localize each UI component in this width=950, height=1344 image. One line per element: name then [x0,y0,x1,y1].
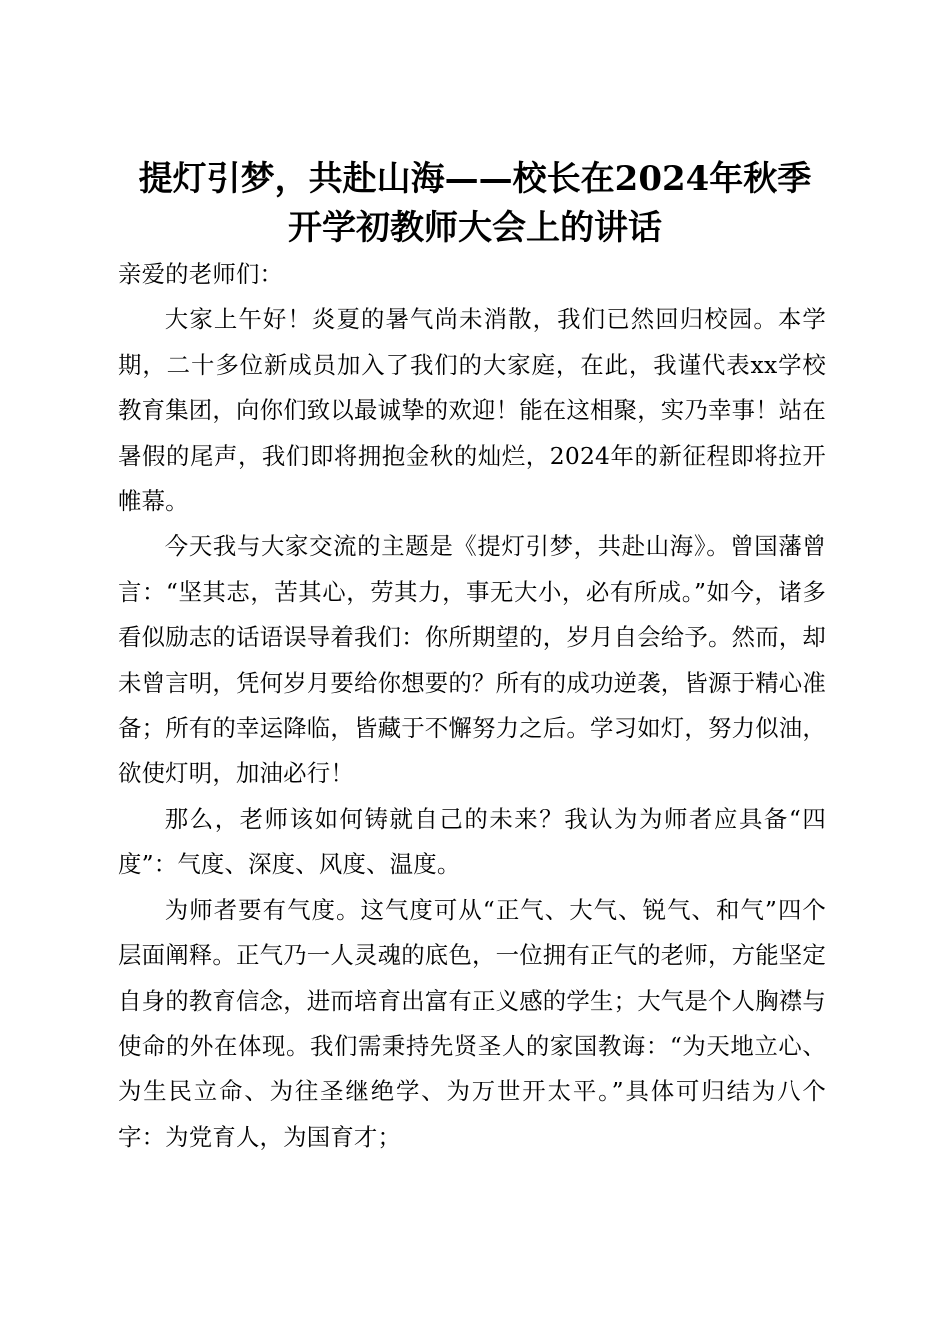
title-line-1: 提灯引梦，共赴山海——校长在2024年秋季 [138,158,812,199]
paragraph-greeting: 大家上午好！炎夏的暑气尚未消散，我们已然回归校园。本学期，二十多位新成员加入了我们的大家庭，在此，我谨代表xx学校教育集团，向你们致以最诚挚的欢迎！能在这相聚，实乃幸事！站在暑假的尾声，我们即将拥抱金秋的灿烂，2024年的新征程即将拉开帷幕。 [118,305,826,516]
paragraph-four-degrees: 那么，老师该如何铸就自己的未来？我认为为师者应具备“四度”：气度、深度、风度、温度。 [118,804,826,879]
title-line-2: 开学初教师大会上的讲话 [288,207,662,248]
paragraph-theme: 今天我与大家交流的主题是《提灯引梦，共赴山海》。曾国藩曾言：“坚其志，苦其心，劳其力，事无大小，必有所成。”如今，诸多看似励志的话语误导着我们：你所期望的，岁月自会给予。然而，却未曾言明，凭何岁月要给你想要的？所有的成功逆袭，皆源于精心准备；所有的幸运降临，皆藏于不懈努力之后。学习如灯，努力似油，欲使灯明，加油必行！ [118,532,826,788]
document-body [118,252,826,1160]
salutation: 亲爱的老师们： [118,260,284,288]
document-title [100,155,850,253]
paragraph-bearing: 为师者要有气度。这气度可从“正气、大气、锐气、和气”四个层面阐释。正气乃一人灵魂的底色，一位拥有正气的老师，方能坚定自身的教育信念，进而培育出富有正义感的学生；大气是个人胸襟与使命的外在体现。我们需秉持先贤圣人的家国教诲：“为天地立心、为生民立命、为往圣继绝学、为万世开太平。”具体可归结为八个字：为党育人，为国育才； [118,895,826,1151]
